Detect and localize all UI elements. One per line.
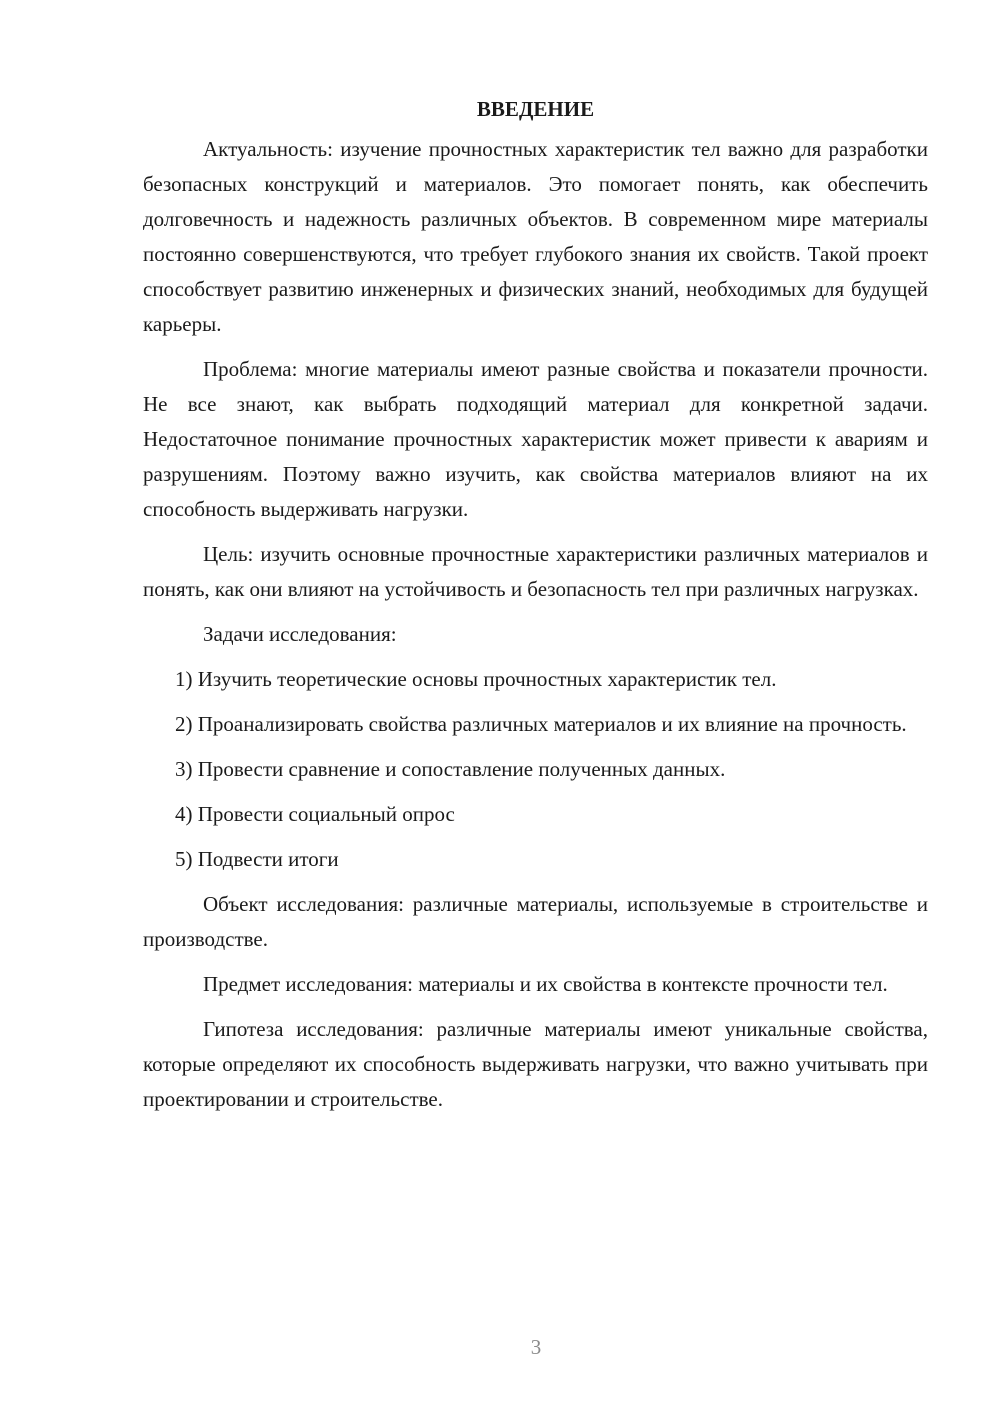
paragraph-hypothesis: Гипотеза исследования: различные материалы имеют уникальные свойства, которые определяют их способность выдерживать нагрузки, что важно учитывать при проектировании и строительстве.: [143, 1017, 928, 1111]
task-item-3: 3) Провести сравнение и сопоставление полученных данных.: [175, 757, 726, 781]
page-content: [143, 92, 928, 1127]
paragraph-relevance: Актуальность: изучение прочностных характеристик тел важно для разработки безопасных конструкций и материалов. Это помогает понять, как обеспечить долговечность и надежность различных объектов. В современном мире материалы постоянно совершенствуются, что требует глубокого знания их свойств. Такой проект способствует развитию инженерных и физических знаний, необходимых для будущей карьеры.: [143, 137, 928, 336]
task-item-2: 2) Проанализировать свойства различных материалов и их влияние на прочность.: [175, 712, 907, 736]
paragraph-object: Объект исследования: различные материалы, используемые в строительстве и производстве.: [143, 892, 928, 951]
paragraph-problem: Проблема: многие материалы имеют разные свойства и показатели прочности. Не все знают, как выбрать подходящий материал для конкретной задачи. Недостаточное понимание прочностных характеристик может привести к авариям и разрушениям. Поэтому важно изучить, как свойства материалов влияют на их способность выдерживать нагрузки.: [143, 357, 928, 521]
paragraph-subject: Предмет исследования: материалы и их свойства в контексте прочности тел.: [203, 972, 888, 996]
task-item-5: 5) Подвести итоги: [175, 847, 339, 871]
page-number: 3: [530, 1335, 542, 1359]
section-title: ВВЕДЕНИЕ: [476, 97, 595, 121]
task-item-1: 1) Изучить теоретические основы прочностных характеристик тел.: [175, 667, 777, 691]
paragraph-goal: Цель: изучить основные прочностные характеристики различных материалов и понять, как они влияют на устойчивость и безопасность тел при различных нагрузках.: [143, 542, 928, 601]
paragraph-tasks-heading: Задачи исследования:: [203, 622, 397, 646]
task-item-4: 4) Провести социальный опрос: [175, 802, 455, 826]
